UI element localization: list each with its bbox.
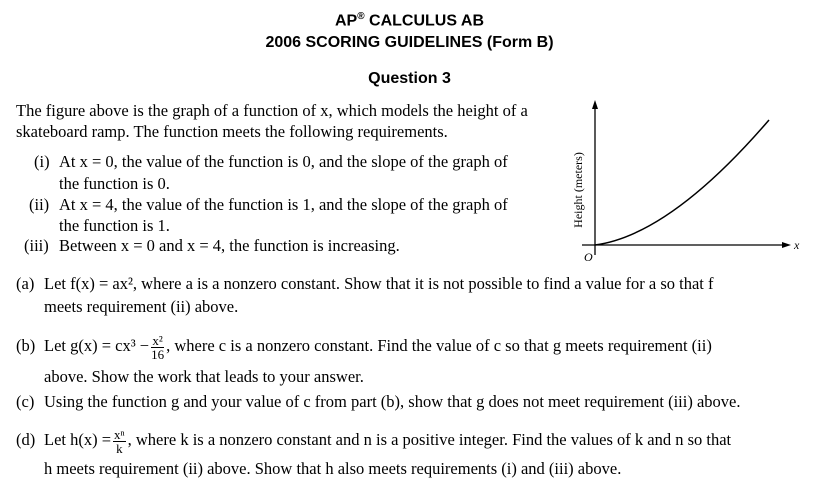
part-b-label: (b): [16, 336, 36, 355]
y-axis-label: Height (meters): [571, 152, 585, 228]
part-b-text: [44, 327, 712, 365]
fraction: [151, 334, 164, 361]
ramp-graph: [560, 95, 819, 270]
part-c-text: Using the function g and your value of c from part (b), show that g does not meet requirement (iii) above.: [44, 392, 741, 411]
part-b-post: , where c is a nonzero constant. Find the value of c so that g meets requirement (ii): [166, 336, 712, 355]
title-ap: AP: [334, 12, 358, 30]
requirement-number: (i): [34, 152, 50, 171]
requirement-number: (iii): [24, 236, 49, 255]
scoring-guidelines-title: 2006 SCORING GUIDELINES (Form B): [265, 34, 554, 51]
requirement-text: the function is 0.: [59, 174, 170, 193]
requirement-number: (ii): [29, 195, 50, 214]
x-axis-label: x: [794, 238, 800, 252]
question-title: Question 3: [368, 70, 451, 87]
part-c-label: (c): [16, 392, 35, 411]
part-d-post: , where k is a nonzero constant and n is a positive integer. Find the values of k and n so that: [127, 430, 732, 449]
requirement-text: the function is 1.: [59, 216, 170, 235]
x-axis-arrow: [782, 242, 791, 248]
fraction-denominator: 16: [151, 346, 165, 362]
fraction-numerator: x²: [152, 332, 163, 348]
part-d-pre: Let h(x) =: [44, 430, 112, 449]
requirement-text: Between x = 0 and x = 4, the function is increasing.: [59, 236, 400, 255]
fraction: [113, 428, 126, 455]
registered-mark: ®: [357, 11, 365, 22]
title-course: CALCULUS AB: [364, 12, 484, 30]
ramp-curve: [595, 120, 769, 245]
part-d-label: (d): [16, 430, 36, 449]
fraction-denominator: k: [116, 440, 123, 456]
fraction-numerator: xⁿ: [114, 426, 125, 442]
part-b-text: above. Show the work that leads to your answer.: [44, 367, 364, 386]
origin-label: O: [584, 250, 593, 264]
part-a-text: Let f(x) = ax², where a is a nonzero constant. Show that it is not possible to find a value for a so that f: [44, 274, 714, 293]
y-axis-arrow: [592, 100, 598, 109]
part-d-text: h meets requirement (ii) above. Show that h also meets requirements (i) and (iii) above.: [44, 459, 622, 478]
part-a-text: meets requirement (ii) above.: [44, 297, 239, 316]
intro-line: The figure above is the graph of a function of x, which models the height of a: [16, 101, 528, 120]
course-title: [0, 11, 819, 30]
part-b-pre: Let g(x) = cx³ −: [44, 336, 150, 355]
requirement-text: At x = 4, the value of the function is 1, and the slope of the graph of: [59, 195, 508, 214]
intro-line: skateboard ramp. The function meets the following requirements.: [16, 122, 448, 141]
part-a-label: (a): [16, 274, 35, 293]
requirement-text: At x = 0, the value of the function is 0, and the slope of the graph of: [59, 152, 508, 171]
part-d-text: [44, 421, 731, 459]
